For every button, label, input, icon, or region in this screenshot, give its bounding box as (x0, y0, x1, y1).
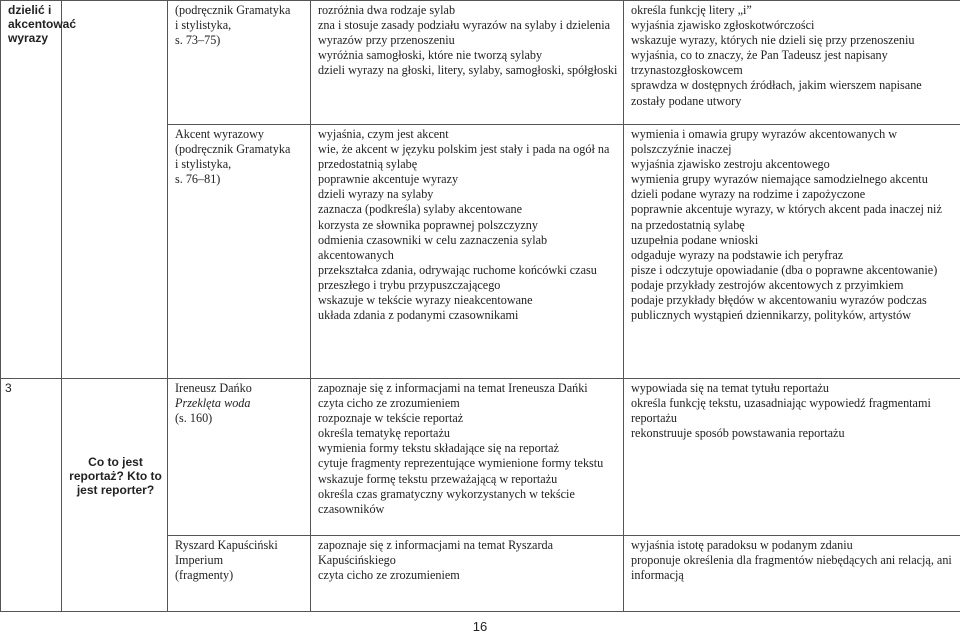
requirement-item: poprawnie akcentuje wyrazy, w których akcent pada inaczej niż na przedostatnią sylabę (631, 202, 942, 232)
requirement-item: wie, że akcent w języku polskim jest stały i pada na ogół na przedostatnią sylabę (318, 142, 610, 172)
requirement-item: wymienia i omawia grupy wyrazów akcentowanych w polszczyźnie inaczej (631, 127, 898, 157)
requirement-item: rozróżnia dwa rodzaje sylab (318, 3, 456, 17)
lesson-topic: Co to jest reportaż? Kto to jest reporter? (69, 455, 162, 497)
basic-requirements-cell (311, 1, 624, 125)
requirement-item: korzysta ze słownika poprawnej polszczyzny (318, 217, 538, 232)
requirement-item: układa zdania z podanymi czasownikami (318, 308, 519, 323)
source-cell (168, 536, 311, 612)
requirement-item: czyta cicho ze zrozumieniem (318, 396, 460, 411)
source-cell (168, 125, 311, 379)
requirement-item: proponuje określenia dla fragmentów niebędących ani relacją, ani informacją (631, 553, 952, 583)
source-line: (fragmenty) (175, 568, 234, 583)
requirement-item: czyta cicho ze zrozumieniem (318, 568, 460, 583)
source-line: (podręcznik Gramatyka (175, 3, 291, 17)
source-author: Ryszard Kapuściński (175, 538, 278, 552)
lesson-number-cell (1, 379, 62, 612)
requirement-item: zapoznaje się z informacjami na temat Ryszarda Kapuścińskiego (318, 538, 554, 568)
table-row (1, 379, 960, 536)
requirement-item: wymienia grupy wyrazów niemające samodzielnego akcentu (631, 172, 928, 187)
requirement-item: odmienia czasowniki w celu zaznaczenia sylab akcentowanych (318, 232, 548, 262)
requirement-item: cytuje fragmenty reprezentujące wymienione formy tekstu (318, 456, 604, 471)
requirement-item: określa funkcję tekstu, uzasadniając wypowiedź fragmentami reportażu (631, 396, 931, 426)
source-cell (168, 1, 311, 125)
source-cell (168, 379, 311, 536)
requirement-item: rozpoznaje w tekście reportaż (318, 411, 464, 426)
requirement-item: odgaduje wyrazy na podstawie ich peryfraz (631, 247, 844, 262)
source-line: s. 76‒81) (175, 172, 221, 187)
requirement-item: dzieli wyrazy na głoski, litery, sylaby, samogłoski, spółgłoski (318, 63, 618, 78)
requirement-item: pisze i odczytuje opowiadanie (dba o poprawne akcentowanie) (631, 262, 938, 277)
lesson-number: 3 (5, 381, 12, 395)
basic-requirements-cell (311, 379, 624, 536)
requirement-item: podaje przykłady błędów w akcentowaniu wyrazów podczas publicznych wystąpień dziennikarzy, polityków, artystów (631, 293, 927, 323)
basic-requirements-cell (311, 125, 624, 379)
requirement-item: wskazuje wyrazy, których nie dzieli się przy przenoszeniu (631, 33, 915, 48)
extended-requirements-cell (624, 379, 960, 536)
requirement-item: wskazuje formę tekstu przeważającą w reportażu (318, 471, 558, 486)
requirement-item: zapoznaje się z informacjami na temat Ireneusza Dańki (318, 381, 588, 395)
extended-requirements-cell (624, 1, 960, 125)
requirement-item: wyjaśnia zjawisko zgłoskotwórczości (631, 18, 815, 33)
requirement-item: wskazuje w tekście wyrazy nieakcentowane (318, 293, 533, 308)
topic-cell (62, 379, 168, 612)
requirement-item: wypowiada się na temat tytułu reportażu (631, 381, 829, 395)
requirement-item: rekonstruuje sposób powstawania reportażu (631, 426, 845, 441)
source-line: (podręcznik Gramatyka (175, 142, 291, 157)
requirement-item: przekształca zdania, odrywając ruchome końcówki czasu przeszłego i trybu przypuszczającego (318, 262, 597, 292)
source-cell (62, 1, 168, 125)
requirement-item: wyróżnia samogłoski, które nie tworzą sylaby (318, 48, 543, 63)
source-line: (s. 160) (175, 411, 213, 426)
source-title: Imperium (175, 553, 224, 568)
source-line: Akcent wyrazowy (175, 127, 265, 141)
requirement-item: wyjaśnia zjawisko zestroju akcentowego (631, 157, 830, 172)
requirement-item: określa czas gramatyczny wykorzystanych w tekście czasowników (318, 486, 575, 516)
requirement-item: sprawdza w dostępnych źródłach, jakim wierszem napisane zostały podane utwory (631, 78, 922, 108)
extended-requirements-cell (624, 536, 960, 612)
requirement-item: podaje przykłady zestrojów akcentowych z przyimkiem (631, 277, 904, 292)
requirement-item: zaznacza (podkreśla) sylaby akcentowane (318, 202, 523, 217)
basic-requirements-cell (311, 536, 624, 612)
requirement-item: zna i stosuje zasady podziału wyrazów na sylaby i dzielenia wyrazów przy przenoszeniu (318, 18, 611, 48)
requirement-item: wyjaśnia, co to znaczy, że Pan Tadeusz jest napisany trzynastozgłoskowcem (631, 48, 888, 78)
requirement-item: wymienia formy tekstu składające się na reportaż (318, 441, 559, 456)
requirement-item: wyjaśnia, czym jest akcent (318, 127, 449, 141)
requirement-item: określa tematykę reportażu (318, 426, 450, 441)
requirement-item: dzieli wyrazy na sylaby (318, 187, 434, 202)
source-cell (62, 125, 168, 379)
extended-requirements-cell (624, 125, 960, 379)
source-author: Ireneusz Dańko (175, 381, 252, 395)
source-title: Przeklęta woda (175, 396, 251, 411)
requirement-item: poprawnie akcentuje wyrazy (318, 172, 459, 187)
requirement-item: dzieli podane wyrazy na rodzime i zapożyczone (631, 187, 866, 202)
requirement-item: wyjaśnia istotę paradoksu w podanym zdaniu (631, 538, 853, 552)
requirement-item: uzupełnia podane wnioski (631, 232, 759, 247)
table-row (1, 125, 960, 379)
table-row (1, 1, 960, 125)
requirement-item: określa funkcję litery „i” (631, 3, 752, 17)
source-line: i stylistyka, (175, 157, 232, 172)
page-number: 16 (472, 619, 488, 634)
lesson-number-cell (1, 1, 77, 379)
lesson-topic: dzielić i akcentować wyrazy (8, 3, 77, 45)
source-line: s. 73‒75) (175, 33, 221, 48)
source-line: i stylistyka, (175, 18, 232, 33)
